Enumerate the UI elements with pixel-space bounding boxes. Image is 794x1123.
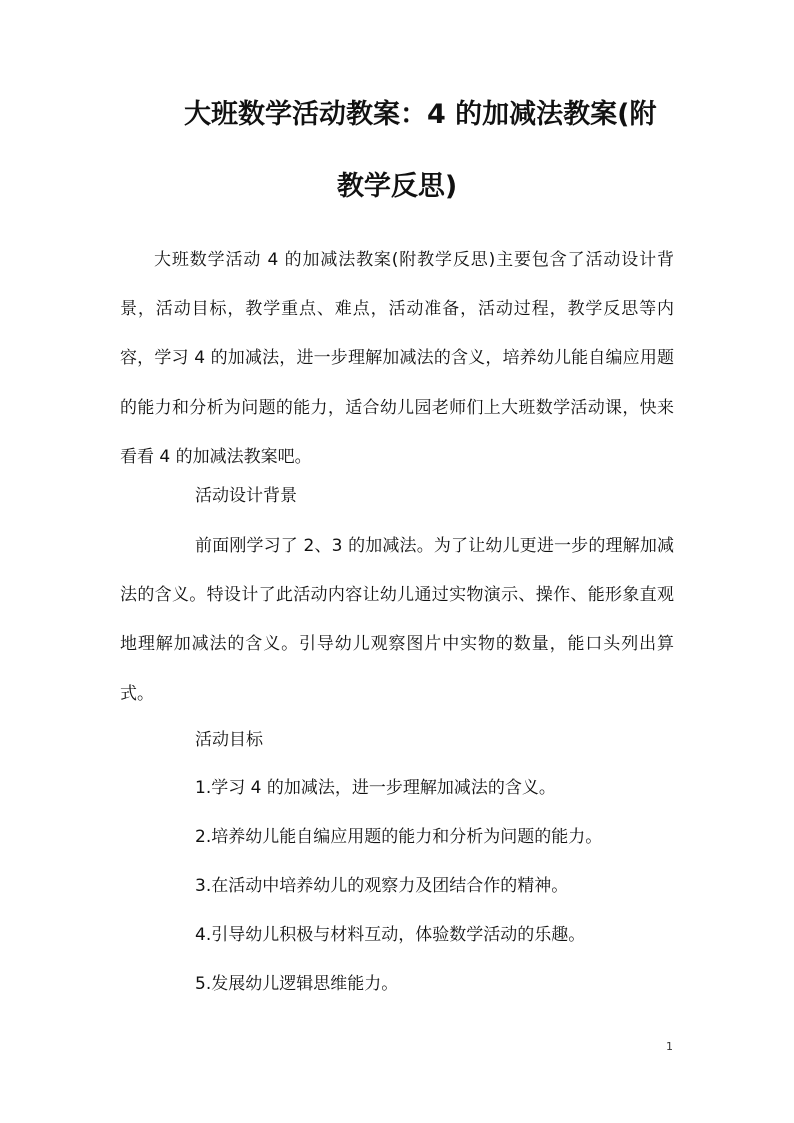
goal-item: 3.在活动中培养幼儿的观察力及团结合作的精神。 [195, 876, 569, 896]
goal-item: 2.培养幼儿能自编应用题的能力和分析为问题的能力。 [195, 827, 603, 847]
section-heading-goals: 活动目标 [195, 730, 263, 750]
goal-item: 4.引导幼儿积极与材料互动，体验数学活动的乐趣。 [195, 925, 586, 945]
intro-paragraph: 大班数学活动 4 的加减法教案(附教学反思)主要包含了活动设计背景，活动目标，教学重点、难点，活动准备，活动过程，教学反思等内容，学习 4 的加减法，进一步理解加减法的含义，培养幼儿能自编应用题的能力和分析为问题的能力，适合幼儿园老师们上大班数学活动课，快来看看 4 的加减法教案吧。 [120, 250, 674, 467]
section-heading-background: 活动设计背景 [195, 486, 297, 506]
page-number: 1 [666, 1040, 673, 1053]
background-paragraph: 前面刚学习了 2、3 的加减法。为了让幼儿更进一步的理解加减法的含义。特设计了此活动内容让幼儿通过实物演示、操作、能形象直观地理解加减法的含义。引导幼儿观察图片中实物的数量，能口头列出算式。 [120, 536, 674, 704]
document-title-line-2: 教学反思) [336, 171, 458, 202]
goal-item: 1.学习 4 的加减法，进一步理解加减法的含义。 [195, 778, 556, 798]
goal-item: 5.发展幼儿逻辑思维能力。 [195, 974, 399, 994]
document-title-line-1: 大班数学活动教案：4 的加减法教案(附 [184, 99, 657, 130]
